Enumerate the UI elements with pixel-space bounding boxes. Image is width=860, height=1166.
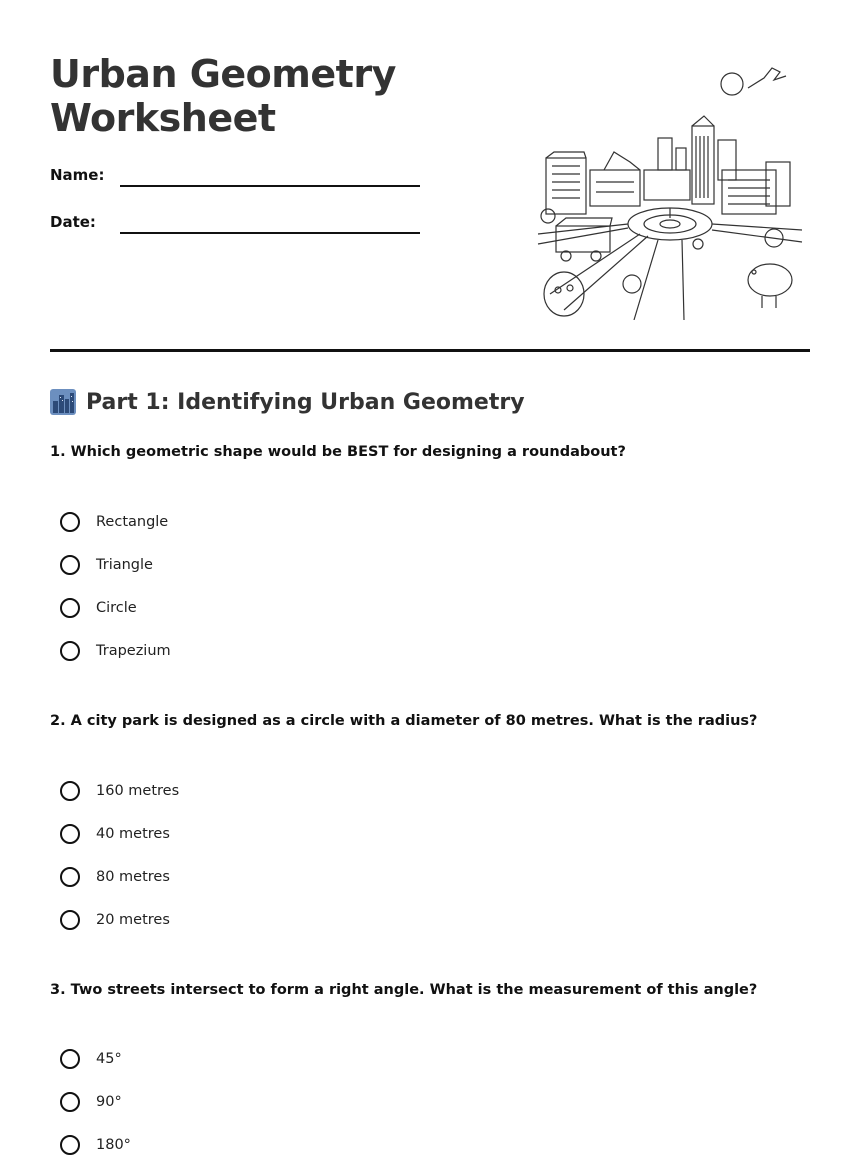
radio-button[interactable] xyxy=(60,598,80,618)
date-input-line[interactable] xyxy=(120,232,420,234)
option-trapezium[interactable] xyxy=(60,629,171,672)
option-label: 20 metres xyxy=(96,911,170,928)
option-label: Triangle xyxy=(96,556,153,573)
option-label: 45° xyxy=(96,1050,122,1067)
option-triangle[interactable] xyxy=(60,543,171,586)
option-rectangle[interactable] xyxy=(60,500,171,543)
question-1: 1. Which geometric shape would be BEST for designing a roundabout? xyxy=(50,444,626,460)
option-20-metres[interactable] xyxy=(60,898,179,941)
option-label: Rectangle xyxy=(96,513,169,530)
radio-button[interactable] xyxy=(60,910,80,930)
radio-button[interactable] xyxy=(60,824,80,844)
option-90-degrees[interactable] xyxy=(60,1080,131,1123)
section-title xyxy=(50,389,525,415)
option-40-metres[interactable] xyxy=(60,812,179,855)
city-roundabout-illustration xyxy=(534,58,810,320)
question-2-options xyxy=(60,769,179,941)
option-label: Trapezium xyxy=(96,642,171,659)
worksheet-page xyxy=(50,0,810,1161)
radio-button[interactable] xyxy=(60,1092,80,1112)
radio-button[interactable] xyxy=(60,555,80,575)
radio-button[interactable] xyxy=(60,512,80,532)
question-1-options xyxy=(60,500,171,672)
radio-button[interactable] xyxy=(60,1135,80,1155)
name-field[interactable] xyxy=(50,166,420,196)
date-label: Date: xyxy=(50,213,96,231)
question-3: 3. Two streets intersect to form a right angle. What is the measurement of this angle? xyxy=(50,982,758,998)
option-circle[interactable] xyxy=(60,586,171,629)
option-160-metres[interactable] xyxy=(60,769,179,812)
header-divider xyxy=(50,349,810,352)
date-field[interactable] xyxy=(50,213,420,243)
option-label: 90° xyxy=(96,1093,122,1110)
option-label: 40 metres xyxy=(96,825,170,842)
radio-button[interactable] xyxy=(60,781,80,801)
radio-button[interactable] xyxy=(60,641,80,661)
radio-button[interactable] xyxy=(60,1049,80,1069)
worksheet-title xyxy=(50,52,450,140)
name-input-line[interactable] xyxy=(120,185,420,187)
title-line-2: Worksheet xyxy=(50,96,276,140)
option-label: 160 metres xyxy=(96,782,180,799)
section-title-text: Part 1: Identifying Urban Geometry xyxy=(86,389,525,415)
option-45-degrees[interactable] xyxy=(60,1037,131,1080)
option-80-metres[interactable] xyxy=(60,855,179,898)
title-line-1: Urban Geometry xyxy=(50,52,396,96)
radio-button[interactable] xyxy=(60,867,80,887)
option-180-degrees[interactable] xyxy=(60,1123,131,1166)
option-label: Circle xyxy=(96,599,137,616)
option-label: 180° xyxy=(96,1136,131,1153)
cityscape-icon xyxy=(50,389,76,415)
option-label: 80 metres xyxy=(96,868,170,885)
name-label: Name: xyxy=(50,166,105,184)
question-3-options xyxy=(60,1037,131,1166)
question-2: 2. A city park is designed as a circle with a diameter of 80 metres. What is the radius? xyxy=(50,713,758,729)
